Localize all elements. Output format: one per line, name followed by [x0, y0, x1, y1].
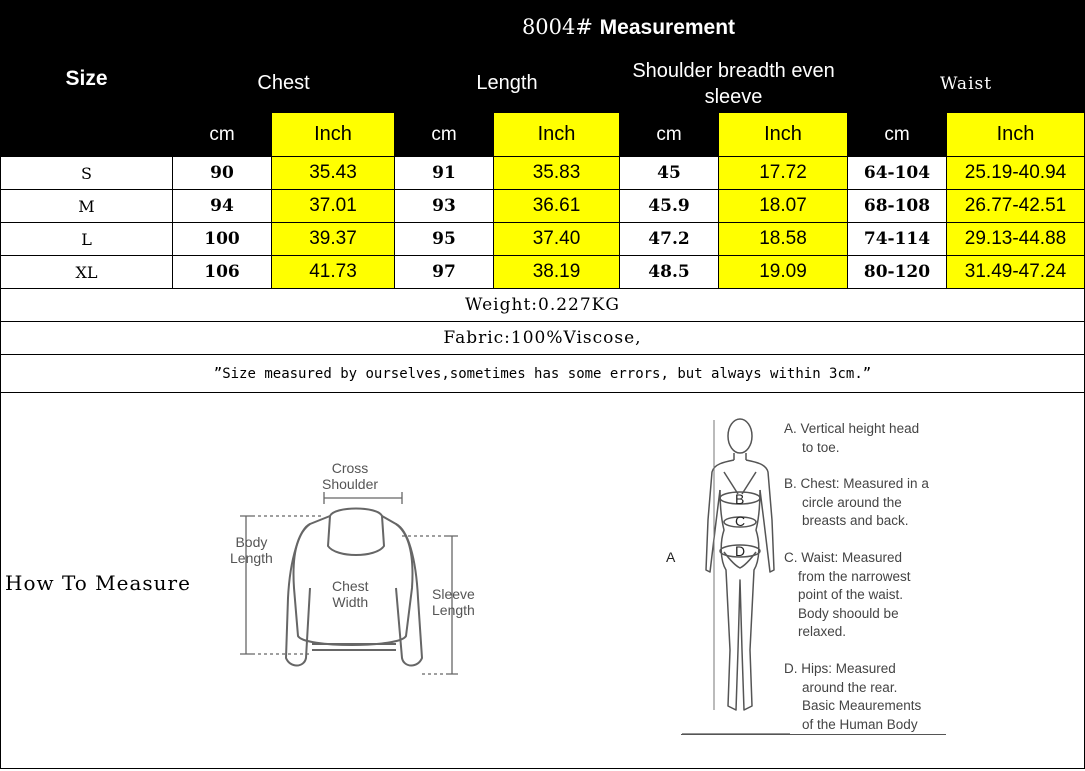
group-shoulder: Shoulder breadth even sleeve [620, 55, 848, 113]
waist-cm: 64-104 [848, 157, 947, 190]
unit-cm: cm [620, 113, 719, 157]
chest-cm: 106 [173, 256, 272, 289]
chest-cm: 94 [173, 190, 272, 223]
chart-title-code: 8004# [521, 15, 593, 39]
shoulder-inch: 17.72 [719, 157, 848, 190]
measurement-note: ”Size measured by ourselves,sometimes has some errors, but always within 3cm.” [1, 355, 1085, 393]
group-waist: Waist [848, 55, 1085, 113]
length-cm: 91 [395, 157, 494, 190]
length-inch: 38.19 [494, 256, 620, 289]
shoulder-cm: 45.9 [620, 190, 719, 223]
size-header: Size [1, 1, 173, 157]
length-inch: 37.40 [494, 223, 620, 256]
waist-inch: 31.49-47.24 [947, 256, 1085, 289]
cross-shoulder-label: Cross Shoulder [322, 460, 379, 492]
size-label: S [1, 157, 173, 190]
note-d: D. Hips: Measured around the rear. Basic Meaurements of the Human Body [784, 661, 922, 732]
body-diagram-baseline [681, 734, 946, 735]
body-length-label: Body Length [230, 534, 273, 566]
length-cm: 97 [395, 256, 494, 289]
unit-inch: Inch [272, 113, 395, 157]
waist-inch: 26.77-42.51 [947, 190, 1085, 223]
table-row [1, 223, 1085, 256]
shoulder-inch: 18.58 [719, 223, 848, 256]
unit-inch: Inch [719, 113, 848, 157]
unit-cm: cm [848, 113, 947, 157]
group-length: Length [395, 55, 620, 113]
marker-d: D [735, 543, 746, 559]
waist-cm: 74-114 [848, 223, 947, 256]
body-diagram [666, 410, 790, 740]
sweater-outline-icon [226, 458, 476, 688]
waist-cm: 68-108 [848, 190, 947, 223]
length-inch: 36.61 [494, 190, 620, 223]
chest-inch: 41.73 [272, 256, 395, 289]
unit-inch: Inch [494, 113, 620, 157]
shoulder-cm: 48.5 [620, 256, 719, 289]
marker-b: B [735, 491, 745, 507]
size-label: XL [1, 256, 173, 289]
chart-title-main: Measurement [599, 16, 736, 39]
note-a: A. Vertical height head to toe. [784, 421, 920, 455]
sleeve-length-label: Sleeve Length [432, 586, 475, 618]
shoulder-cm: 45 [620, 157, 719, 190]
chest-inch: 37.01 [272, 190, 395, 223]
shoulder-inch: 19.09 [719, 256, 848, 289]
waist-inch: 29.13-44.88 [947, 223, 1085, 256]
table-row [1, 157, 1085, 190]
note-b: B. Chest: Measured in a circle around the breasts and back. [784, 476, 929, 528]
how-to-measure-label: How To Measure [5, 571, 191, 595]
shoulder-inch: 18.07 [719, 190, 848, 223]
waist-inch: 25.19-40.94 [947, 157, 1085, 190]
marker-c: C [735, 513, 746, 529]
human-body-icon [680, 410, 790, 740]
chest-cm: 90 [173, 157, 272, 190]
table-row [1, 190, 1085, 223]
size-label: L [1, 223, 173, 256]
note-c: C. Waist: Measured from the narrowest point of the waist. Body shoould be relaxed. [784, 550, 911, 639]
length-inch: 35.83 [494, 157, 620, 190]
chest-inch: 35.43 [272, 157, 395, 190]
length-cm: 93 [395, 190, 494, 223]
waist-cm: 80-120 [848, 256, 947, 289]
unit-inch: Inch [947, 113, 1085, 157]
chart-title [173, 1, 1085, 55]
fabric-row: Fabric:100%Viscose, [1, 322, 1085, 355]
weight-row: Weight:0.227KG [1, 289, 1085, 322]
size-label: M [1, 190, 173, 223]
sweater-diagram [226, 458, 476, 688]
group-chest: Chest [173, 55, 395, 113]
length-cm: 95 [395, 223, 494, 256]
unit-cm: cm [395, 113, 494, 157]
chest-inch: 39.37 [272, 223, 395, 256]
chest-cm: 100 [173, 223, 272, 256]
chest-width-label: Chest Width [332, 578, 369, 610]
unit-cm: cm [173, 113, 272, 157]
marker-a: A [666, 549, 676, 565]
table-row [1, 256, 1085, 289]
shoulder-cm: 47.2 [620, 223, 719, 256]
